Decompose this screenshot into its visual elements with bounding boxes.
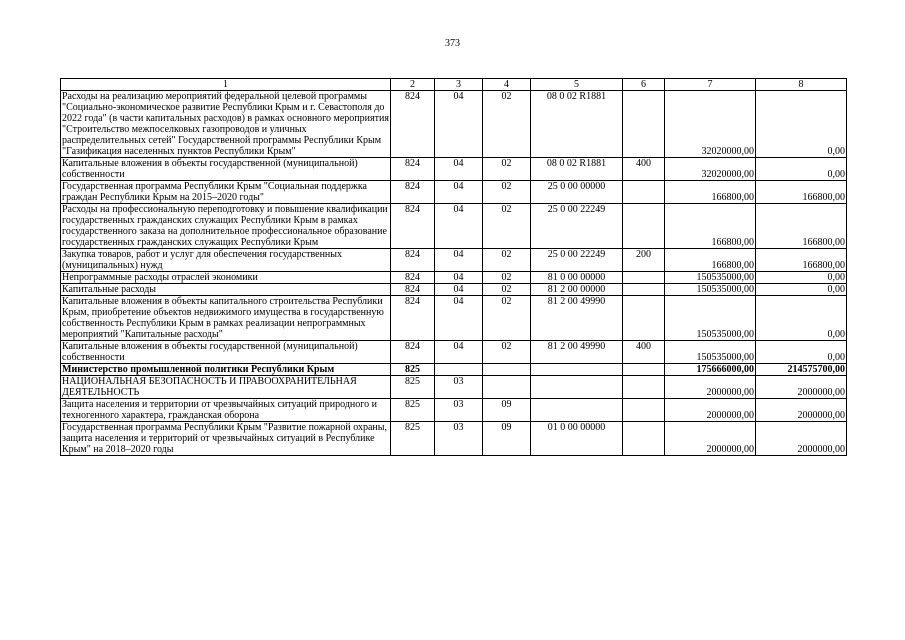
row-section-cell: 04 — [435, 249, 483, 272]
row-name-cell: Защита населения и территории от чрезвычайных ситуаций природного и техногенного характера, гражданская оборона — [61, 399, 391, 422]
row-code-cell: 824 — [391, 91, 435, 158]
column-header: 2 — [391, 79, 435, 91]
row-target-article-cell: 25 0 00 22249 — [531, 249, 623, 272]
column-header: 8 — [756, 79, 847, 91]
row-amount-2-cell: 0,00 — [756, 284, 847, 296]
row-subsection-cell: 09 — [483, 422, 531, 456]
row-name-cell: Непрограммные расходы отраслей экономики — [61, 272, 391, 284]
row-code-cell: 824 — [391, 341, 435, 364]
table-row — [61, 272, 847, 284]
row-code-cell: 824 — [391, 204, 435, 249]
row-subsection-cell: 02 — [483, 296, 531, 341]
row-target-article-cell: 25 0 00 00000 — [531, 181, 623, 204]
row-expense-type-cell — [623, 204, 665, 249]
row-target-article-cell — [531, 376, 623, 399]
row-subsection-cell: 02 — [483, 204, 531, 249]
row-subsection-cell: 09 — [483, 399, 531, 422]
row-expense-type-cell — [623, 272, 665, 284]
row-section-cell: 04 — [435, 272, 483, 284]
row-section-cell: 04 — [435, 204, 483, 249]
row-amount-2-cell: 166800,00 — [756, 204, 847, 249]
table-row — [61, 399, 847, 422]
row-name-cell: Закупка товаров, работ и услуг для обеспечения государственных (муниципальных) нужд — [61, 249, 391, 272]
row-name-cell: Капитальные вложения в объекты государственной (муниципальной) собственности — [61, 158, 391, 181]
row-amount-1-cell: 2000000,00 — [665, 422, 756, 456]
row-section-cell: 04 — [435, 181, 483, 204]
row-code-cell: 824 — [391, 181, 435, 204]
row-amount-1-cell: 32020000,00 — [665, 158, 756, 181]
row-target-article-cell: 81 2 00 00000 — [531, 284, 623, 296]
row-section-cell: 03 — [435, 422, 483, 456]
table-row — [61, 181, 847, 204]
row-amount-2-cell: 0,00 — [756, 296, 847, 341]
row-amount-2-cell: 2000000,00 — [756, 399, 847, 422]
row-amount-2-cell: 214575700,00 — [756, 364, 847, 376]
row-target-article-cell: 81 2 00 49990 — [531, 341, 623, 364]
row-code-cell: 824 — [391, 284, 435, 296]
table-row — [61, 364, 847, 376]
row-target-article-cell: 81 2 00 49990 — [531, 296, 623, 341]
row-section-cell: 03 — [435, 376, 483, 399]
row-name-cell: Государственная программа Республики Крым "Развитие пожарной охраны, защита населения и территорий от чрезвычайных ситуаций в Республике Крым" на 2018–2020 годы — [61, 422, 391, 456]
row-code-cell: 824 — [391, 272, 435, 284]
row-amount-1-cell: 166800,00 — [665, 181, 756, 204]
column-header: 3 — [435, 79, 483, 91]
column-header: 6 — [623, 79, 665, 91]
row-name-cell: Расходы на профессиональную переподготовку и повышение квалификации государственных гражданских служащих Республики Крым в рамках государственного заказа на дополнительное профессиональное образование государственных гражданских служащих Республики Крым — [61, 204, 391, 249]
row-target-article-cell: 08 0 02 R1881 — [531, 158, 623, 181]
row-expense-type-cell: 400 — [623, 341, 665, 364]
table-row — [61, 284, 847, 296]
column-header: 4 — [483, 79, 531, 91]
row-expense-type-cell: 400 — [623, 158, 665, 181]
row-expense-type-cell — [623, 399, 665, 422]
row-section-cell: 04 — [435, 158, 483, 181]
row-name-cell: Министерство промышленной политики Республики Крым — [61, 364, 391, 376]
row-name-cell: Государственная программа Республики Крым "Социальная поддержка граждан Республики Крым на 2015–2020 годы" — [61, 181, 391, 204]
row-name-cell: Капитальные вложения в объекты капитального строительства Республики Крым, приобретение объектов недвижимого имущества в государственную собственность Республики Крым в рамках реализации непрограммных мероприятий "Капитальные расходы" — [61, 296, 391, 341]
row-amount-2-cell: 0,00 — [756, 341, 847, 364]
row-amount-1-cell: 2000000,00 — [665, 376, 756, 399]
row-expense-type-cell — [623, 181, 665, 204]
row-amount-2-cell: 0,00 — [756, 91, 847, 158]
row-section-cell: 03 — [435, 399, 483, 422]
table-row — [61, 158, 847, 181]
row-target-article-cell — [531, 399, 623, 422]
row-section-cell — [435, 364, 483, 376]
row-expense-type-cell — [623, 376, 665, 399]
row-amount-1-cell: 175666000,00 — [665, 364, 756, 376]
table-row — [61, 422, 847, 456]
row-amount-2-cell: 0,00 — [756, 158, 847, 181]
row-amount-1-cell: 150535000,00 — [665, 284, 756, 296]
row-name-cell: Капитальные расходы — [61, 284, 391, 296]
column-header: 5 — [531, 79, 623, 91]
row-amount-1-cell: 150535000,00 — [665, 341, 756, 364]
column-header: 7 — [665, 79, 756, 91]
row-section-cell: 04 — [435, 91, 483, 158]
row-amount-2-cell: 166800,00 — [756, 249, 847, 272]
row-target-article-cell — [531, 364, 623, 376]
table-row — [61, 341, 847, 364]
row-amount-2-cell: 2000000,00 — [756, 422, 847, 456]
table-row — [61, 376, 847, 399]
table-row — [61, 91, 847, 158]
budget-table — [60, 78, 847, 456]
row-code-cell: 825 — [391, 376, 435, 399]
row-target-article-cell: 01 0 00 00000 — [531, 422, 623, 456]
row-name-cell: Расходы на реализацию мероприятий федеральной целевой программы "Социально-экономическое развитие Республики Крым и г. Севастополя до 2022 года" (в части капитальных расходов) в рамках основного мероприятия "Строительство межпоселковых газопроводов и уличных распределительных сетей" Государственной программы Республики Крым "Газификация населенных пунктов Республики Крым" — [62, 91, 389, 157]
row-subsection-cell: 02 — [483, 91, 531, 158]
row-expense-type-cell — [623, 364, 665, 376]
row-subsection-cell — [483, 376, 531, 399]
row-expense-type-cell — [623, 284, 665, 296]
row-amount-2-cell: 166800,00 — [756, 181, 847, 204]
row-amount-2-cell: 2000000,00 — [756, 376, 847, 399]
row-subsection-cell: 02 — [483, 249, 531, 272]
row-code-cell: 824 — [391, 249, 435, 272]
row-target-article-cell: 25 0 00 22249 — [531, 204, 623, 249]
row-code-cell: 825 — [391, 422, 435, 456]
row-amount-1-cell: 150535000,00 — [665, 272, 756, 284]
row-subsection-cell — [483, 364, 531, 376]
row-expense-type-cell — [623, 296, 665, 341]
row-amount-1-cell: 32020000,00 — [665, 91, 756, 158]
row-expense-type-cell: 200 — [623, 249, 665, 272]
table-row — [61, 204, 847, 249]
table-row — [61, 249, 847, 272]
row-code-cell: 824 — [391, 296, 435, 341]
row-section-cell: 04 — [435, 284, 483, 296]
row-name-cell: НАЦИОНАЛЬНАЯ БЕЗОПАСНОСТЬ И ПРАВООХРАНИТЕЛЬНАЯ ДЕЯТЕЛЬНОСТЬ — [61, 376, 391, 399]
row-code-cell: 825 — [391, 364, 435, 376]
column-header: 1 — [61, 79, 391, 91]
row-expense-type-cell — [623, 91, 665, 158]
row-section-cell: 04 — [435, 296, 483, 341]
row-amount-1-cell: 2000000,00 — [665, 399, 756, 422]
row-name-cell: Капитальные вложения в объекты государственной (муниципальной) собственности — [61, 341, 391, 364]
row-section-cell: 04 — [435, 341, 483, 364]
row-subsection-cell: 02 — [483, 272, 531, 284]
row-amount-1-cell: 150535000,00 — [665, 296, 756, 341]
row-amount-2-cell: 0,00 — [756, 272, 847, 284]
row-target-article-cell: 08 0 02 R1881 — [531, 91, 623, 158]
table-row — [61, 296, 847, 341]
row-subsection-cell: 02 — [483, 181, 531, 204]
row-target-article-cell: 81 0 00 00000 — [531, 272, 623, 284]
row-subsection-cell: 02 — [483, 341, 531, 364]
row-code-cell: 824 — [391, 158, 435, 181]
row-subsection-cell: 02 — [483, 158, 531, 181]
row-expense-type-cell — [623, 422, 665, 456]
row-amount-1-cell: 166800,00 — [665, 249, 756, 272]
page-number: 373 — [445, 38, 460, 49]
row-amount-1-cell: 166800,00 — [665, 204, 756, 249]
row-code-cell: 825 — [391, 399, 435, 422]
table-header-row — [61, 79, 847, 91]
row-subsection-cell: 02 — [483, 284, 531, 296]
